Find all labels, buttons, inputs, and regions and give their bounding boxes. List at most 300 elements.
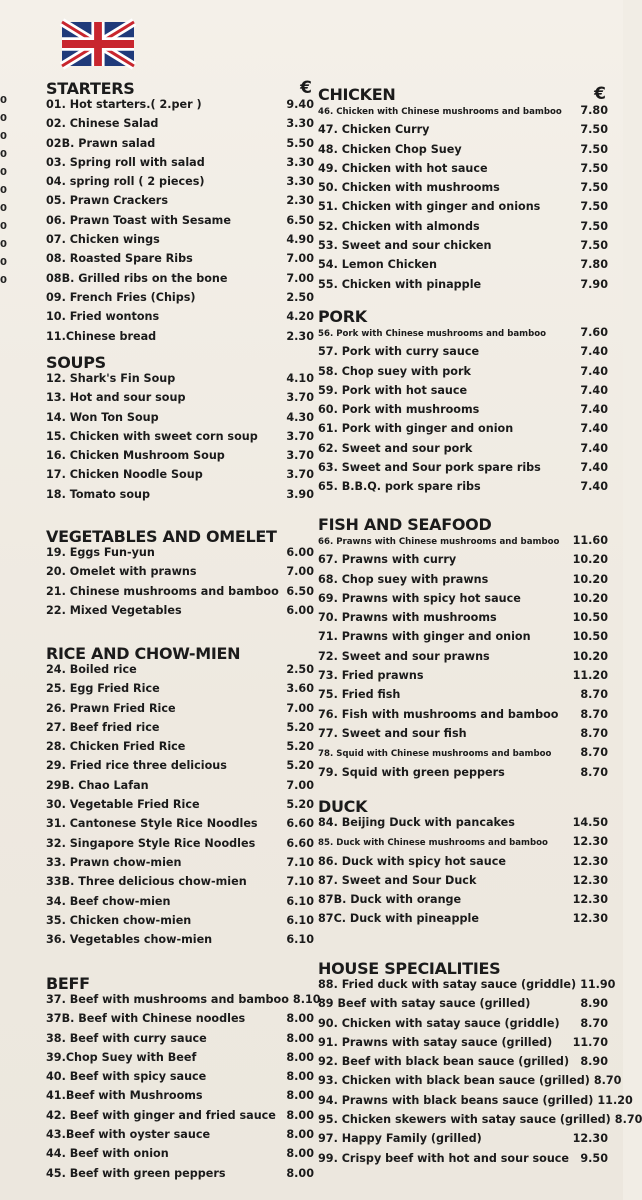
item-name: 84. Beijing Duck with pancakes xyxy=(318,816,515,829)
menu-item xyxy=(46,1128,314,1147)
item-price: 5.20 xyxy=(286,720,314,734)
menu-item xyxy=(46,214,314,233)
item-price: 8.70 xyxy=(593,1074,622,1088)
item-name: 69. Prawns with spicy hot sauce xyxy=(318,591,521,605)
item-name: 26. Prawn Fried Rice xyxy=(46,701,176,715)
menu-item xyxy=(46,933,314,952)
item-price: 7.10 xyxy=(286,875,314,889)
item-price: 12.30 xyxy=(572,873,608,887)
menu-item xyxy=(318,553,608,572)
item-price: 8.00 xyxy=(286,1108,314,1122)
edge-digit: 0 xyxy=(0,113,7,124)
item-price: 8.00 xyxy=(286,1147,314,1161)
menu-item xyxy=(318,200,608,219)
menu-item xyxy=(318,835,608,854)
menu-item xyxy=(46,895,314,914)
menu-item xyxy=(318,365,608,384)
item-name: 09. French Fries (Chips) xyxy=(46,290,196,304)
item-price: 8.00 xyxy=(286,1128,314,1142)
section-starters xyxy=(46,76,314,349)
item-price: 8.70 xyxy=(580,726,608,740)
item-price: 5.50 xyxy=(286,136,314,150)
item-name: 53. Sweet and sour chicken xyxy=(318,239,492,253)
item-price: 7.80 xyxy=(580,104,608,117)
item-price: 7.50 xyxy=(580,161,608,175)
item-price: 10.50 xyxy=(572,630,608,644)
item-price: 3.70 xyxy=(286,429,314,443)
section-beef xyxy=(46,971,321,1186)
item-name: 85. Duck with Chinese mushrooms and bamboo xyxy=(318,838,548,849)
section-title: DUCK xyxy=(318,797,368,816)
item-name: 29. Fried rice three delicious xyxy=(46,759,227,773)
menu-item xyxy=(318,258,608,277)
item-name: 25. Egg Fried Rice xyxy=(46,682,160,696)
menu-item xyxy=(318,162,608,181)
item-name: 79. Squid with green peppers xyxy=(318,765,505,779)
item-name: 31. Cantonese Style Rice Noodles xyxy=(46,817,258,831)
section-chicken xyxy=(318,82,608,297)
item-name: 67. Prawns with curry xyxy=(318,553,457,567)
item-price: 7.80 xyxy=(580,258,608,272)
menu-item xyxy=(318,123,608,142)
item-name: 70. Prawns with mushrooms xyxy=(318,611,497,625)
edge-digit: 0 xyxy=(0,239,7,250)
menu-item xyxy=(318,1113,642,1132)
item-price: 8.00 xyxy=(286,1089,314,1103)
menu-item xyxy=(46,137,314,156)
section-header xyxy=(318,512,608,534)
menu-item xyxy=(46,156,314,175)
item-price: 4.10 xyxy=(286,372,314,385)
item-price: 7.40 xyxy=(580,403,608,417)
item-price: 7.50 xyxy=(580,142,608,156)
menu-item xyxy=(46,291,314,310)
menu-item xyxy=(46,779,314,798)
menu-item xyxy=(318,573,608,592)
item-price: 4.90 xyxy=(286,233,314,247)
section-pork xyxy=(318,304,608,500)
item-price: 3.30 xyxy=(286,155,314,169)
item-name: 02. Chinese Salad xyxy=(46,117,159,131)
menu-item xyxy=(318,326,608,345)
item-name: 55. Chicken with pinapple xyxy=(318,277,482,291)
item-name: 60. Pork with mushrooms xyxy=(318,403,480,417)
section-title: HOUSE SPECIALITIES xyxy=(318,959,501,978)
item-price: 7.50 xyxy=(580,219,608,233)
item-price: 8.00 xyxy=(286,1012,314,1026)
item-name: 34. Beef chow-mien xyxy=(46,894,171,908)
menu-item xyxy=(318,727,608,746)
menu-item xyxy=(318,708,608,727)
menu-item xyxy=(318,181,608,200)
section-title: STARTERS xyxy=(46,79,135,98)
item-price: 8.70 xyxy=(580,765,608,779)
item-name: 86. Duck with spicy hot sauce xyxy=(318,854,506,868)
item-price: 2.30 xyxy=(286,329,314,343)
item-name: 04. spring roll ( 2 pieces) xyxy=(46,175,205,189)
item-name: 33. Prawn chow-mien xyxy=(46,855,182,869)
menu-item xyxy=(318,611,608,630)
section-fish xyxy=(318,512,608,785)
item-price: 7.40 xyxy=(580,461,608,475)
item-name: 39.Chop Suey with Beef xyxy=(46,1050,197,1064)
item-price: 7.00 xyxy=(286,701,314,715)
item-price: 6.00 xyxy=(286,546,314,559)
section-duck xyxy=(318,794,608,932)
item-price: 6.50 xyxy=(286,213,314,227)
menu-item xyxy=(46,1032,314,1051)
item-name: 76. Fish with mushrooms and bamboo xyxy=(318,707,559,721)
menu-item xyxy=(46,817,314,836)
menu-item xyxy=(318,1132,608,1151)
item-price: 3.60 xyxy=(286,682,314,696)
item-name: 97. Happy Family (grilled) xyxy=(318,1132,482,1146)
menu-item xyxy=(46,856,314,875)
item-price: 11.60 xyxy=(572,534,608,547)
item-price: 7.40 xyxy=(580,441,608,455)
item-price: 9.40 xyxy=(286,98,314,111)
item-price: 7.40 xyxy=(580,364,608,378)
item-price: 8.70 xyxy=(580,1016,608,1030)
item-name: 19. Eggs Fun-yun xyxy=(46,546,155,559)
uk-flag-icon xyxy=(62,22,134,66)
menu-item xyxy=(46,194,314,213)
item-price: 10.20 xyxy=(572,572,608,586)
menu-item xyxy=(46,875,314,894)
menu-item xyxy=(318,480,608,499)
section-title: VEGETABLES AND OMELET xyxy=(46,527,277,546)
item-name: 41.Beef with Mushrooms xyxy=(46,1089,203,1103)
item-name: 28. Chicken Fried Rice xyxy=(46,740,186,754)
section-title: BEFF xyxy=(46,974,90,993)
item-name: 08B. Grilled ribs on the bone xyxy=(46,271,228,285)
menu-item xyxy=(46,272,314,291)
item-price: 8.00 xyxy=(286,1031,314,1045)
menu-item xyxy=(318,461,608,480)
menu-item xyxy=(46,1147,314,1166)
item-name: 56. Pork with Chinese mushrooms and bamboo xyxy=(318,329,547,339)
item-price: 14.50 xyxy=(572,816,608,829)
item-name: 75. Fried fish xyxy=(318,688,401,702)
item-name: 91. Prawns with satay sauce (grilled) xyxy=(318,1035,553,1049)
item-name: 27. Beef fried rice xyxy=(46,720,160,734)
menu-item xyxy=(318,1152,608,1171)
item-name: 35. Chicken chow-mien xyxy=(46,913,192,927)
menu-item xyxy=(318,630,608,649)
item-price: 2.30 xyxy=(286,194,314,208)
item-name: 11.Chinese bread xyxy=(46,329,157,343)
item-name: 33B. Three delicious chow-mien xyxy=(46,875,247,889)
item-name: 51. Chicken with ginger and onions xyxy=(318,200,541,214)
menu-item xyxy=(46,740,314,759)
item-price: 8.70 xyxy=(580,688,608,702)
item-name: 21. Chinese mushrooms and bamboo xyxy=(46,584,279,598)
section-soups xyxy=(46,350,314,507)
item-price: 7.40 xyxy=(580,480,608,494)
item-price: 7.40 xyxy=(580,345,608,359)
menu-item xyxy=(46,798,314,817)
item-name: 90. Chicken with satay sauce (griddle) xyxy=(318,1016,560,1030)
menu-item xyxy=(318,403,608,422)
item-name: 62. Sweet and sour pork xyxy=(318,441,473,455)
item-price: 8.70 xyxy=(580,746,608,760)
item-price: 7.40 xyxy=(580,422,608,436)
menu-item xyxy=(318,1093,633,1113)
item-name: 30. Vegetable Fried Rice xyxy=(46,798,200,812)
edge-digit: 0 xyxy=(0,221,7,232)
section-house xyxy=(318,956,642,1171)
item-name: 47. Chicken Curry xyxy=(318,123,430,137)
item-price: 11.70 xyxy=(572,1035,608,1049)
menu-item xyxy=(46,1070,314,1089)
item-name: 93. Chicken with black bean sauce (grilled) xyxy=(318,1074,590,1088)
menu-item xyxy=(318,1017,608,1036)
item-price: 10.50 xyxy=(572,611,608,625)
menu-item xyxy=(318,912,608,931)
item-name: 10. Fried wontons xyxy=(46,310,160,324)
item-name: 38. Beef with curry sauce xyxy=(46,1031,207,1045)
item-name: 68. Chop suey with prawns xyxy=(318,572,489,586)
item-name: 63. Sweet and Sour pork spare ribs xyxy=(318,461,541,475)
item-name: 92. Beef with black bean sauce (grilled) xyxy=(318,1055,570,1069)
menu-item xyxy=(318,1036,608,1055)
menu-item xyxy=(318,746,608,765)
item-name: 88. Fried duck with satay sauce (griddle) xyxy=(318,978,577,991)
item-price: 7.90 xyxy=(580,277,608,291)
item-name: 61. Pork with ginger and onion xyxy=(318,422,514,436)
item-name: 52. Chicken with almonds xyxy=(318,219,480,233)
menu-item xyxy=(318,874,608,893)
item-name: 50. Chicken with mushrooms xyxy=(318,181,500,195)
item-name: 20. Omelet with prawns xyxy=(46,565,197,579)
section-header xyxy=(318,794,608,816)
item-name: 87C. Duck with pineapple xyxy=(318,912,479,926)
section-header xyxy=(318,82,608,104)
item-name: 12. Shark's Fin Soup xyxy=(46,372,176,385)
menu-item xyxy=(318,220,608,239)
section-title: SOUPS xyxy=(46,353,106,372)
item-name: 44. Beef with onion xyxy=(46,1147,169,1161)
item-price: 10.20 xyxy=(572,649,608,663)
section-header xyxy=(46,641,314,663)
menu-item xyxy=(318,534,608,553)
menu-item xyxy=(46,1167,314,1186)
item-name: 15. Chicken with sweet corn soup xyxy=(46,429,258,443)
menu-item xyxy=(46,1089,314,1108)
item-price: 6.10 xyxy=(286,894,314,908)
menu-item xyxy=(318,422,608,441)
item-price: 3.30 xyxy=(286,175,314,189)
item-price: 7.10 xyxy=(286,855,314,869)
item-price: 8.10 xyxy=(292,993,321,1006)
edge-digit: 0 xyxy=(0,275,7,286)
item-price: 10.20 xyxy=(572,591,608,605)
item-name: 01. Hot starters.( 2.per ) xyxy=(46,98,202,111)
item-price: 11.20 xyxy=(597,1093,633,1107)
item-price: 5.20 xyxy=(286,740,314,754)
item-name: 77. Sweet and sour fish xyxy=(318,726,467,740)
item-name: 24. Boiled rice xyxy=(46,663,137,676)
item-price: 6.50 xyxy=(286,584,314,598)
item-price: 12.30 xyxy=(572,854,608,868)
item-name: 43.Beef with oyster sauce xyxy=(46,1128,211,1142)
item-name: 49. Chicken with hot sauce xyxy=(318,161,488,175)
item-price: 3.70 xyxy=(286,391,314,405)
menu-item xyxy=(318,592,608,611)
item-name: 66. Prawns with Chinese mushrooms and bamboo xyxy=(318,537,560,547)
menu-item xyxy=(318,766,608,785)
menu-item xyxy=(46,759,314,778)
item-name: 18. Tomato soup xyxy=(46,487,150,501)
item-price: 5.20 xyxy=(286,798,314,812)
section-title: FISH AND SEAFOOD xyxy=(318,515,492,534)
item-name: 06. Prawn Toast with Sesame xyxy=(46,213,231,227)
menu-item xyxy=(46,663,314,682)
currency-symbol: € xyxy=(300,78,312,98)
item-name: 08. Roasted Spare Ribs xyxy=(46,252,193,266)
item-name: 32. Singapore Style Rice Noodles xyxy=(46,836,256,850)
item-name: 54. Lemon Chicken xyxy=(318,258,437,272)
item-price: 7.00 xyxy=(286,565,314,579)
item-name: 78. Squid with Chinese mushrooms and bamboo xyxy=(318,749,552,760)
menu-item xyxy=(318,855,608,874)
menu-item xyxy=(46,702,314,721)
section-title: PORK xyxy=(318,307,367,326)
menu-item xyxy=(46,546,314,565)
menu-item xyxy=(46,252,314,271)
item-price: 2.50 xyxy=(286,663,314,676)
item-name: 59. Pork with hot sauce xyxy=(318,383,468,397)
item-name: 57. Pork with curry sauce xyxy=(318,345,480,359)
menu-item xyxy=(318,816,608,835)
item-name: 17. Chicken Noodle Soup xyxy=(46,468,203,482)
item-name: 37B. Beef with Chinese noodles xyxy=(46,1012,246,1026)
menu-item xyxy=(46,565,314,584)
edge-digit: 0 xyxy=(0,167,7,178)
item-price: 4.30 xyxy=(286,410,314,424)
item-name: 13. Hot and sour soup xyxy=(46,391,186,405)
currency-symbol: € xyxy=(594,84,606,104)
item-name: 89 Beef with satay sauce (grilled) xyxy=(318,997,531,1011)
item-name: 45. Beef with green peppers xyxy=(46,1166,226,1180)
section-title: RICE AND CHOW-MIEN xyxy=(46,644,241,663)
item-price: 12.30 xyxy=(572,893,608,907)
item-name: 87B. Duck with orange xyxy=(318,893,462,907)
item-price: 7.00 xyxy=(286,252,314,266)
item-price: 12.30 xyxy=(572,912,608,926)
item-name: 58. Chop suey with pork xyxy=(318,364,471,378)
menu-item xyxy=(318,442,608,461)
menu-item xyxy=(318,104,608,123)
item-name: 05. Prawn Crackers xyxy=(46,194,168,208)
menu-item xyxy=(46,310,314,329)
item-name: 29B. Chao Lafan xyxy=(46,778,149,792)
item-name: 07. Chicken wings xyxy=(46,233,160,247)
item-price: 11.90 xyxy=(580,978,616,991)
item-price: 8.70 xyxy=(614,1113,642,1127)
menu-item xyxy=(46,117,314,136)
menu-item xyxy=(318,345,608,364)
item-price: 8.00 xyxy=(286,1050,314,1064)
menu-item xyxy=(46,682,314,701)
item-name: 48. Chicken Chop Suey xyxy=(318,142,462,156)
item-price: 3.90 xyxy=(286,487,314,501)
item-price: 7.00 xyxy=(286,271,314,285)
section-rice xyxy=(46,641,314,952)
menu-item xyxy=(318,669,608,688)
item-price: 6.60 xyxy=(286,836,314,850)
item-price: 9.50 xyxy=(580,1151,608,1165)
menu-item xyxy=(46,175,314,194)
section-vegetables xyxy=(46,524,314,623)
menu-item xyxy=(46,604,314,623)
menu-item xyxy=(318,688,608,707)
item-name: 87. Sweet and Sour Duck xyxy=(318,873,477,887)
item-name: 42. Beef with ginger and fried sauce xyxy=(46,1108,276,1122)
edge-digit: 0 xyxy=(0,131,7,142)
item-price: 11.20 xyxy=(572,669,608,683)
menu-item xyxy=(46,468,314,487)
menu-item xyxy=(46,488,314,507)
menu-item xyxy=(46,233,314,252)
menu-item xyxy=(46,1051,314,1070)
menu-item xyxy=(318,997,608,1016)
section-header xyxy=(46,76,314,98)
item-name: 36. Vegetables chow-mien xyxy=(46,933,213,947)
item-price: 12.30 xyxy=(572,835,608,849)
menu-item xyxy=(46,391,314,410)
item-price: 7.60 xyxy=(580,326,608,339)
item-name: 02B. Prawn salad xyxy=(46,136,156,150)
section-header xyxy=(46,524,314,546)
menu-item xyxy=(46,914,314,933)
menu-item xyxy=(318,239,608,258)
menu-item xyxy=(318,384,608,403)
item-price: 7.50 xyxy=(580,123,608,137)
item-name: 94. Prawns with black beans sauce (grilled) xyxy=(318,1093,594,1107)
item-name: 65. B.B.Q. pork spare ribs xyxy=(318,480,481,494)
item-price: 6.60 xyxy=(286,817,314,831)
item-name: 37. Beef with mushrooms and bamboo xyxy=(46,993,289,1006)
item-name: 46. Chicken with Chinese mushrooms and bamboo xyxy=(318,107,562,117)
item-name: 95. Chicken skewers with satay sauce (grilled) xyxy=(318,1113,611,1127)
item-name: 40. Beef with spicy sauce xyxy=(46,1070,207,1084)
menu-item xyxy=(46,1109,314,1128)
item-price: 7.50 xyxy=(580,239,608,253)
edge-digit: 0 xyxy=(0,203,7,214)
edge-digit: 0 xyxy=(0,149,7,160)
item-price: 12.30 xyxy=(572,1132,608,1146)
item-price: 8.00 xyxy=(286,1070,314,1084)
item-price: 7.00 xyxy=(286,778,314,792)
item-name: 22. Mixed Vegetables xyxy=(46,603,182,617)
item-price: 8.90 xyxy=(580,1055,608,1069)
section-header xyxy=(318,956,608,978)
item-name: 99. Crispy beef with hot and sour souce xyxy=(318,1151,570,1165)
menu-item xyxy=(318,893,608,912)
menu-item xyxy=(46,98,314,117)
item-price: 10.20 xyxy=(572,553,608,567)
item-price: 3.70 xyxy=(286,449,314,463)
item-name: 14. Won Ton Soup xyxy=(46,410,159,424)
item-name: 73. Fried prawns xyxy=(318,669,424,683)
section-header xyxy=(46,350,314,372)
menu-item xyxy=(46,430,314,449)
menu-item xyxy=(318,1055,608,1074)
edge-cropped-prices xyxy=(0,92,8,290)
menu-item xyxy=(318,143,608,162)
menu-item xyxy=(318,978,616,997)
